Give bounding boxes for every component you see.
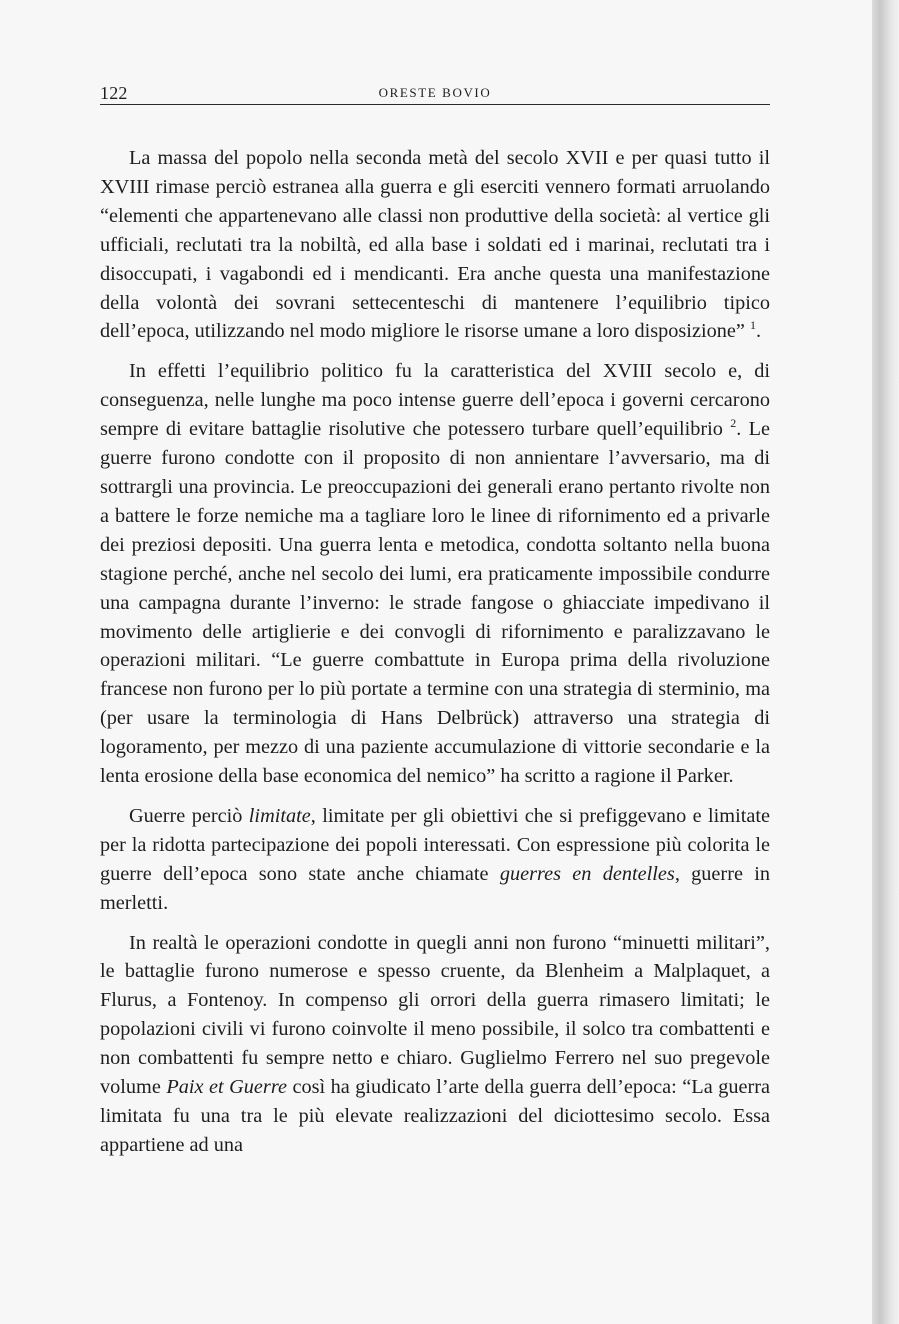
paragraph-1: [100, 144, 770, 346]
running-head: ORESTE BOVIO: [378, 85, 492, 100]
page-edge-shadow: [872, 0, 899, 1324]
paragraph-3: [100, 802, 770, 918]
paragraph-1-end: .: [755, 320, 762, 343]
page-header: [100, 82, 770, 105]
paragraph-3-text-b: , limitate per gli obiettivi che si prefiggevano e limitate per la ridotta partecipazione dei popoli interessati. Con espressione più colorita le guerre dell’epoca sono state anche chiamate: [100, 804, 770, 885]
paragraph-4: [100, 929, 770, 1160]
italic-book-title: Paix et Guerre: [166, 1076, 287, 1099]
paragraph-3-text-c: , guerre in merletti.: [100, 862, 770, 914]
page-number: 122: [100, 83, 128, 103]
paragraph-2-text-a: In effetti l’equilibrio politico fu la caratteristica del XVIII secolo e, di conseguenza, nelle lunghe ma poco intense guerre dell’epoca i governi cercarono sempre di evitare battaglie risolutive che potessero turbare quell’equilibrio: [100, 360, 770, 441]
paragraph-2: [100, 357, 770, 791]
paragraph-4-text-b: così ha giudicato l’arte della guerra dell’epoca: “La guerra limitata fu una tra le più elevate realizzazioni del diciottesimo secolo. Essa appartiene ad una: [100, 1076, 770, 1156]
footnote-ref-2: 2: [730, 416, 737, 431]
paragraph-4-text-a: In realtà le operazioni condotte in quegli anni non furono “minuetti militari”, le battaglie furono numerose e spesso cruente, da Blenheim a Malplaquet, a Flurus, a Fontenoy. In compenso gli orrori della guerra rimasero limitati; le popolazioni civili vi furono coinvolte il meno possibile, il solco tra combattenti e non combattenti fu sempre netto e chiaro. Guglielmo Ferrero nel suo pregevole volume: [100, 931, 770, 1099]
paragraph-2-text-b: . Le guerre furono condotte con il proposito di non annientare l’avversario, ma di sottrargli una provincia. Le preoccupazioni dei generali erano pertanto rivolte non a battere le forze nemiche ma a tagliare loro le linee di rifornimento ed a privarle dei preziosi depositi. Una guerra lenta e metodica, condotta soltanto nella buona stagione perché, anche nel secolo dei lumi, era praticamente impossibile condurre una campagna durante l’inverno: le strade fangose o ghiacciate impedivano il movimento delle artiglierie e dei convogli di rifornimento e paralizzavano le operazioni militari. “Le guerre combattute in Europa prima della rivoluzione francese non furono per lo più portate a termine con una strategia di sterminio, ma (per usare la terminologia di Hans Delbrück) attraverso una strategia di logoramento, per mezzo di una paziente accumulazione di vittorie secondarie e la lenta erosione della base economica del nemico” ha scritto a ragione il Parker.: [100, 418, 771, 788]
italic-guerres-en-dentelles: guerres en dentelles: [499, 862, 675, 885]
paragraph-1-text: La massa del popolo nella seconda metà del secolo XVII e per quasi tutto il XVIII rimase perciò estranea alla guerra e gli eserciti vennero formati arruolando “elementi che appartenevano alle classi non produttive della società: al vertice gli ufficiali, reclutati tra la nobiltà, ed alla base i soldati ed i marinai, reclutati tra i disoccupati, i vagabondi ed i mendicanti. Era anche questa una manifestazione della volontà dei sovrani settecenteschi di mantenere l’equilibrio tipico dell’epoca, utilizzando nel modo migliore le risorse umane a loro disposizione”: [100, 147, 770, 343]
paragraph-3-text-a: Guerre perciò: [129, 804, 249, 827]
italic-limitate: limitate: [248, 804, 311, 827]
body-text: [100, 144, 770, 1160]
footnote-ref-1: 1: [749, 318, 756, 333]
